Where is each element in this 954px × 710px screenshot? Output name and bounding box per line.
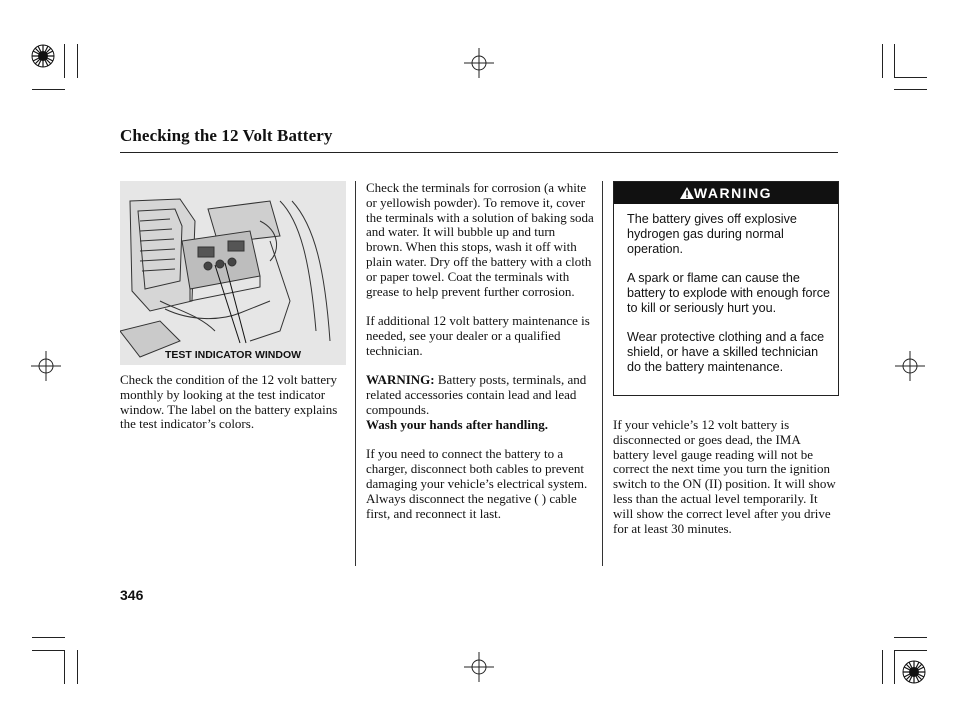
warning-box <box>613 181 839 396</box>
column-2 <box>366 181 594 536</box>
page-title: Checking the 12 Volt Battery <box>120 126 333 145</box>
warning-heading: WARNING <box>693 185 773 201</box>
title-rule <box>120 152 838 153</box>
color-target-icon <box>31 44 55 68</box>
paragraph: Check the terminals for corrosion (a white or yellowish powder). To remove it, cover the terminals with a solution of baking soda and water. It will bubble up and turn brown. When this stops, wash it off with plain water. Dry off the battery with a cloth or paper towel. Coat the terminals with grease to help prevent further corrosion. <box>366 180 594 299</box>
warning-header <box>614 182 838 204</box>
warning-label: WARNING: <box>366 372 435 388</box>
warning-body <box>627 212 832 390</box>
page-number: 346 <box>120 587 144 603</box>
paragraph: Check the condition of the 12 volt battery monthly by looking at the test indicator window. The label on the battery explains the test indicator’s colors. <box>120 372 338 432</box>
wash-hands-text: Wash your hands after handling. <box>366 416 548 432</box>
column-divider <box>355 181 356 566</box>
warning-paragraph <box>366 373 594 432</box>
paragraph: A spark or flame can cause the battery to explode with enough force to kill or seriously hurt you. <box>627 271 831 315</box>
registration-mark-icon <box>464 652 494 682</box>
paragraph: If you need to connect the battery to a charger, disconnect both cables to prevent damaging your vehicle’s electrical system. Always disconnect the negative ( ) cable first, and reconnect it last. <box>366 446 588 521</box>
paragraph: Wear protective clothing and a face shield, or have a skilled technician do the battery maintenance. <box>627 330 825 374</box>
paragraph: If additional 12 volt battery maintenance is needed, see your dealer or a qualified technician. <box>366 313 590 358</box>
column-divider <box>602 181 603 566</box>
warning-text: Battery posts, terminals, and related accessories contain lead and lead compounds. <box>366 372 587 417</box>
registration-mark-icon <box>895 351 925 381</box>
battery-illustration <box>120 181 346 365</box>
color-target-icon <box>902 660 926 684</box>
registration-mark-icon <box>31 351 61 381</box>
paragraph: The battery gives off explosive hydrogen gas during normal operation. <box>627 212 797 256</box>
registration-mark-icon <box>464 48 494 78</box>
paragraph: If your vehicle’s 12 volt battery is disconnected or goes dead, the IMA battery level gauge reading will not be correct the next time you turn the ignition switch to the ON (II) position. It will show less than the actual level temporarily. It will show the correct level after you drive for at least 30 minutes. <box>613 417 836 536</box>
column-1 <box>120 373 338 447</box>
battery-figure <box>120 181 346 365</box>
figure-caption: TEST INDICATOR WINDOW <box>164 349 302 361</box>
warning-triangle-icon <box>680 187 694 199</box>
column-3 <box>613 418 839 551</box>
